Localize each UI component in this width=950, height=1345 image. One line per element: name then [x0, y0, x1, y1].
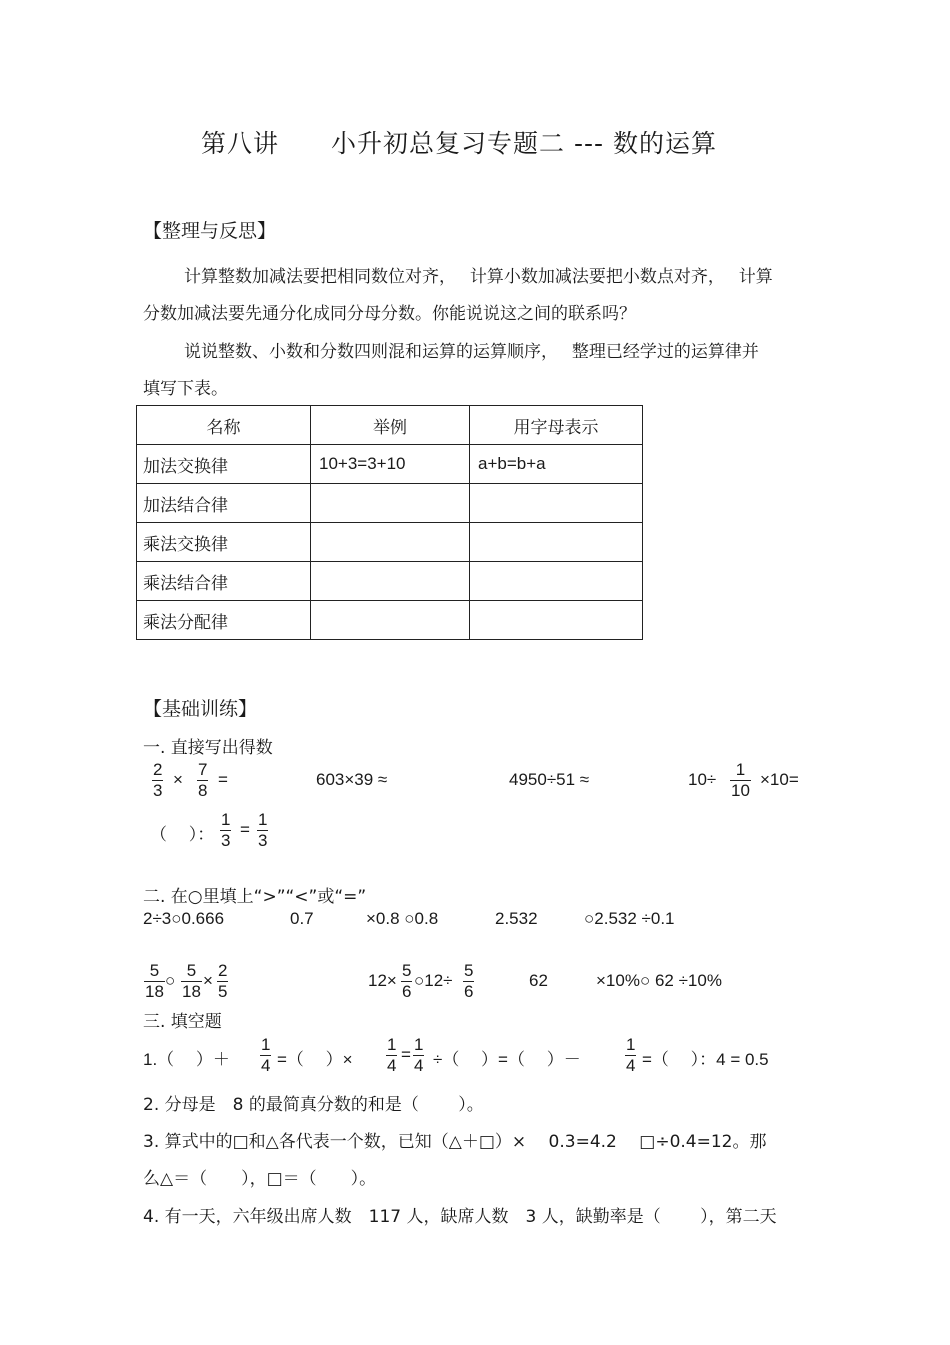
fraction	[260, 1035, 271, 1076]
table-header: 举例	[311, 406, 470, 445]
fill-blank: ÷（ ）=（ ）－	[433, 1050, 581, 1069]
fraction	[386, 1035, 397, 1076]
numerator: 7	[198, 760, 208, 779]
denominator: 10	[731, 781, 750, 800]
numerator: 2	[218, 961, 228, 980]
table-cell: 10+3=3+10	[311, 445, 470, 484]
denominator: 6	[464, 982, 474, 1001]
fraction	[730, 760, 751, 801]
denominator: 8	[198, 781, 208, 800]
table-cell	[470, 523, 643, 562]
table-cell	[311, 562, 470, 601]
equals-sign: =	[401, 1045, 411, 1064]
fraction	[181, 961, 202, 1002]
page-title: 第八讲 小升初总复习专题二 --- 数的运算	[201, 129, 717, 158]
numerator: 1	[626, 1035, 636, 1054]
comparison-part: ×0.8 ○0.8	[366, 909, 439, 928]
numerator: 5	[181, 961, 202, 982]
comparison-part: ○12÷	[414, 971, 453, 990]
equals-sign: =	[218, 770, 228, 789]
fill-question-3-line-1: 3. 算式中的□和△各代表一个数，已知（△＋□）× 0.3=4.2 □÷0.4=12。那	[143, 1132, 767, 1152]
fraction	[463, 961, 474, 1002]
table-row	[137, 523, 643, 562]
table-cell	[311, 484, 470, 523]
numerator: 5	[464, 961, 474, 980]
table-cell	[470, 562, 643, 601]
denominator: 5	[218, 982, 228, 1001]
comparison-part: ○2.532 ÷0.1	[584, 909, 675, 928]
denominator: 4	[626, 1056, 636, 1075]
fill-question-2: 2. 分母是 8 的最简真分数的和是（ ）。	[143, 1095, 484, 1115]
expression-prefix: 12×	[368, 971, 397, 990]
fraction	[152, 760, 163, 801]
fraction	[217, 961, 228, 1002]
denominator: 4	[387, 1056, 397, 1075]
table-cell: 乘法交换律	[137, 523, 311, 562]
fill-blank: =（ ）：4 = 0.5	[642, 1050, 769, 1069]
question-1-title: 一. 直接写出得数	[143, 738, 273, 758]
table-cell	[470, 601, 643, 640]
table-row	[137, 601, 643, 640]
denominator: 4	[261, 1056, 271, 1075]
table-cell: 乘法分配律	[137, 601, 311, 640]
table-header-row	[137, 406, 643, 445]
numerator: 1	[730, 760, 751, 781]
paragraph-2-line-1: 说说整数、小数和分数四则混和运算的运算顺序， 整理已经学过的运算律并	[184, 342, 759, 362]
paragraph-1-line-2: 分数加减法要先通分化成同分母分数。你能说说这之间的联系吗？	[143, 304, 636, 324]
fraction	[413, 1035, 424, 1076]
section-heading-review: 【整理与反思】	[143, 220, 277, 242]
numerator: 1	[261, 1035, 271, 1054]
numerator: 1	[221, 810, 231, 829]
table-row	[137, 445, 643, 484]
numerator: 5	[144, 961, 165, 982]
fill-blank: =（ ）×	[277, 1050, 353, 1069]
denominator: 6	[402, 982, 412, 1001]
denominator: 3	[258, 831, 268, 850]
comparison-part: ×10%○ 62 ÷10%	[596, 971, 722, 990]
comparison-part: 2.532	[495, 909, 538, 928]
denominator: 3	[153, 781, 163, 800]
fraction	[401, 961, 412, 1002]
fill-question-4: 4. 有一天，六年级出席人数 117 人，缺席人数 3 人，缺勤率是（ ），第二天	[143, 1207, 777, 1227]
fraction	[144, 961, 165, 1002]
numerator: 1	[414, 1035, 424, 1054]
table-header: 用字母表示	[470, 406, 643, 445]
expression: 4950÷51 ≈	[509, 770, 590, 789]
expression: 603×39 ≈	[316, 770, 388, 789]
table-cell: 加法交换律	[137, 445, 311, 484]
fill-blank: 1.（ ）＋	[143, 1050, 230, 1069]
table-row	[137, 484, 643, 523]
denominator: 3	[221, 831, 231, 850]
denominator: 4	[414, 1056, 424, 1075]
times-sign: ×	[173, 770, 183, 789]
numerator: 1	[258, 810, 268, 829]
comparison-part: 62	[529, 971, 548, 990]
fraction	[257, 810, 268, 851]
ratio-blank: （ ）：	[150, 825, 215, 844]
fraction	[220, 810, 231, 851]
table-cell	[311, 601, 470, 640]
table-cell: 加法结合律	[137, 484, 311, 523]
fraction	[197, 760, 208, 801]
table-cell: 乘法结合律	[137, 562, 311, 601]
denominator: 18	[182, 982, 201, 1001]
table-cell: a+b=b+a	[470, 445, 643, 484]
operation-laws-table	[136, 405, 643, 640]
fill-question-3-line-2: 么△＝（ ），□＝（ ）。	[143, 1169, 377, 1189]
comparison: 2÷3○0.666	[143, 909, 225, 928]
expression-prefix: 10÷	[688, 770, 717, 789]
numerator: 1	[387, 1035, 397, 1054]
fraction	[625, 1035, 636, 1076]
table-header: 名称	[137, 406, 311, 445]
equals-sign: =	[240, 820, 250, 839]
table-cell	[470, 484, 643, 523]
question-3-title: 三. 填空题	[143, 1012, 222, 1032]
comparison-circle: ○	[165, 971, 176, 990]
numerator: 2	[153, 760, 163, 779]
denominator: 18	[145, 982, 164, 1001]
paragraph-2-line-2: 填写下表。	[143, 379, 228, 399]
paragraph-1-line-1: 计算整数加减法要把相同数位对齐， 计算小数加减法要把小数点对齐， 计算	[184, 267, 773, 287]
table-cell	[311, 523, 470, 562]
numerator: 5	[402, 961, 412, 980]
comparison-part: 0.7	[290, 909, 314, 928]
expression-suffix: ×10=	[760, 770, 799, 789]
times-sign: ×	[203, 971, 213, 990]
section-heading-basic-training: 【基础训练】	[143, 698, 258, 720]
question-2-title: 二. 在○里填上“>”“<”或“=”	[143, 887, 367, 907]
table-row	[137, 562, 643, 601]
